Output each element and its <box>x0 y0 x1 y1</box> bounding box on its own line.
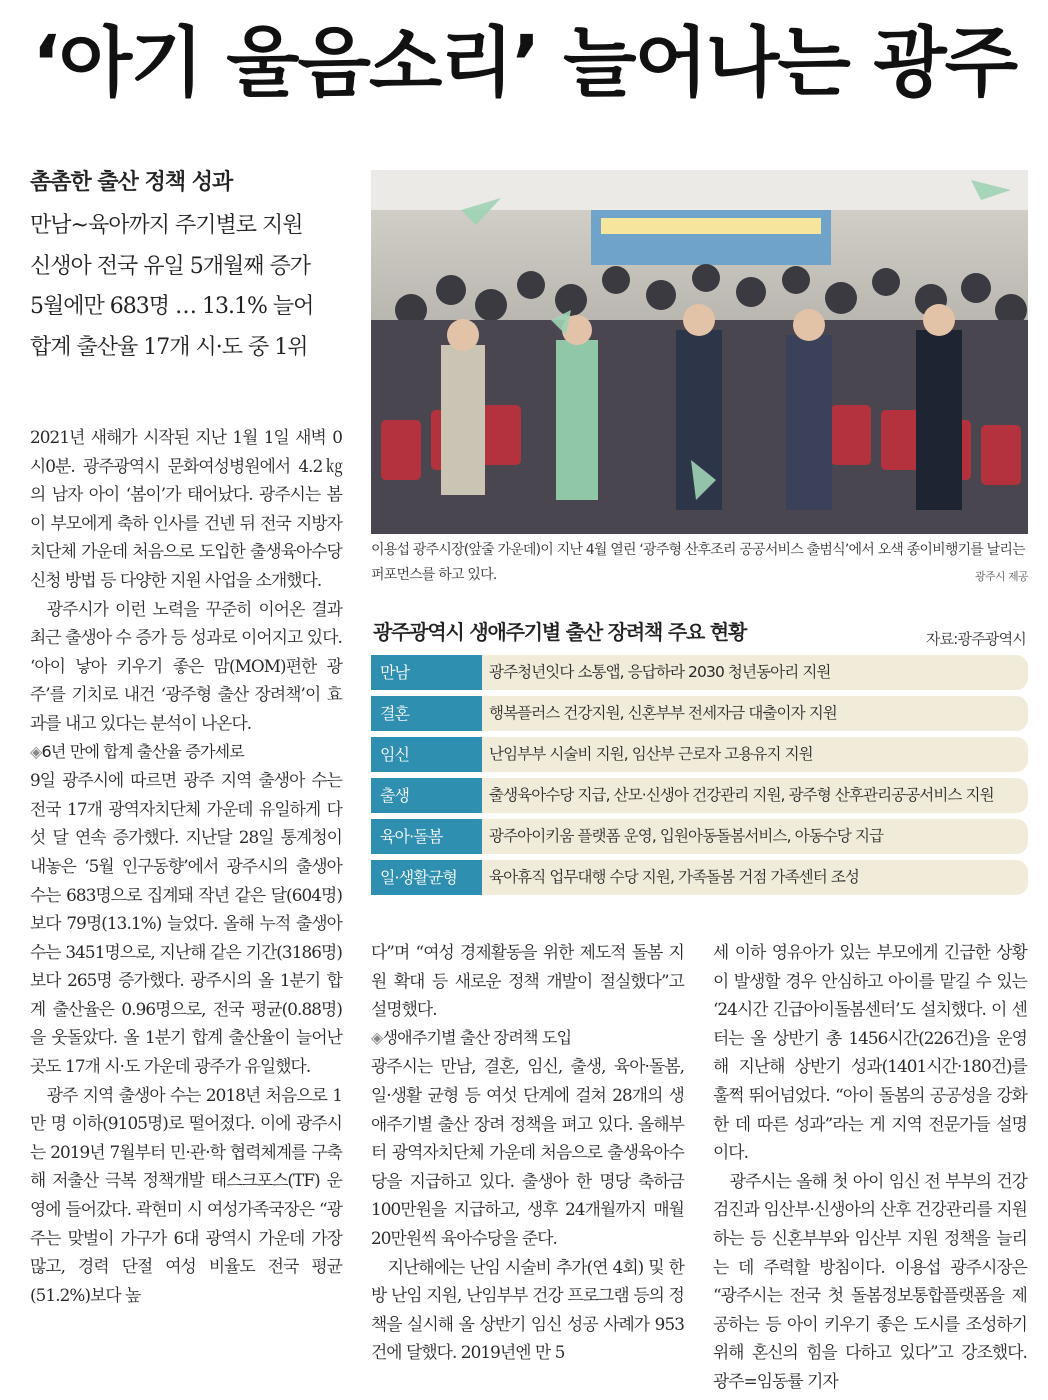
section-heading: ◈6년 만에 합계 출산율 증가세로 <box>30 741 244 761</box>
section-heading: ◈생애주기별 출산 장려책 도입 <box>371 1027 572 1047</box>
row-label: 임신 <box>371 737 482 772</box>
table-source: 자료:광주광역시 <box>925 630 1026 648</box>
deck-headlines <box>30 206 350 368</box>
table-row <box>371 860 1028 895</box>
paragraph: 광주시가 이런 노력을 꾸준히 이어온 결과 최근 출생아 수 증가 등 성과로 이어지고 있다. ‘아이 낳아 키우기 좋은 맘(MOM)편한 광주’를 기치로 내건 ‘광주형 출산 장려책’이 효과를 내고 있다는 분석이 나온다. <box>30 598 342 733</box>
photo-caption: 이용섭 광주시장(앞줄 가운데)이 지난 4월 열린 ‘광주형 산후조리 공공서비스 출범식’에서 오색 종이비행기를 날리는 퍼포먼스를 하고 있다. <box>371 542 1025 583</box>
row-value: 육아휴직 업무대행 수당 지원, 가족돌봄 거점 가족센터 조성 <box>482 860 1028 895</box>
paragraph: 지난해에는 난임 시술비 추가(연 4회) 및 한방 난임 지원, 난임부부 건강 프로그램 등의 정책을 실시해 올 상반기 임신 성공 사례가 953건에 달했다. 2019년엔 만 5 <box>371 1256 684 1363</box>
event-photo <box>371 170 1028 534</box>
paragraph: 다”며 “여성 경제활동을 위한 제도적 돌봄 지원 확대 등 새로운 정책 개발이 절실했다”고 설명했다. <box>371 942 684 1020</box>
row-value: 광주청년잇다 소통앱, 응답하라 2030 청년동아리 지원 <box>482 655 1028 690</box>
row-label: 출생 <box>371 778 482 813</box>
table-title: 광주광역시 생애주기별 출산 장려책 주요 현황 <box>373 620 747 644</box>
deck-line: 5월에만 683명 … 13.1% 늘어 <box>30 294 314 319</box>
deck-line: 만남~육아까지 주기별로 지원 <box>30 213 303 238</box>
row-value: 행복플러스 건강지원, 신혼부부 전세자금 대출이자 지원 <box>482 696 1028 731</box>
row-value: 난임부부 시술비 지원, 임산부 근로자 고용유지 지원 <box>482 737 1028 772</box>
byline: 광주=임동률 기자 <box>713 1370 838 1391</box>
article-column-2 <box>371 938 684 1367</box>
article-column-1 <box>30 423 342 1309</box>
row-label: 일·생활균형 <box>371 860 482 895</box>
subhead: 촘촘한 출산 정책 성과 <box>30 170 233 195</box>
headline: ‘아기 울음소리’ 늘어나는 광주 <box>31 18 1017 107</box>
row-label: 결혼 <box>371 696 482 731</box>
paragraph: 세 이하 영유아가 있는 부모에게 긴급한 상황이 발생할 경우 안심하고 아이를 맡길 수 있는 ‘24시간 긴급아이돌봄센터’도 설치했다. 이 센터는 올 상반기 총 1456시간(226건)을 운영해 지난해 상반기 성과(1401시간·180건)를 훌쩍 뛰어넘었다. “아이 돌봄의 공공성을 강화한 데 따른 성과”라는 게 지역 전문가들 설명이다. <box>713 942 1027 1163</box>
row-value: 출생육아수당 지급, 산모·신생아 건강관리 지원, 광주형 산후관리공공서비스 지원 <box>482 778 1028 813</box>
diamond-bullet-icon: ◈ <box>30 741 42 761</box>
photo-illustration <box>371 170 1028 534</box>
table-row <box>371 819 1028 854</box>
paragraph: 9일 광주시에 따르면 광주 지역 출생아 수는 전국 17개 광역자치단체 가운데 유일하게 다섯 달 연속 증가했다. 지난달 28일 통계청이 내놓은 ‘5월 인구동향’에서 광주시의 출생아 수는 683명으로 집계돼 작년 같은 달(604명)보다 79명(13.1%) 늘었다. 올해 누적 출생아 수는 3451명으로, 지난해 같은 기간(3186명)보다 265명 증가했다. 광주시의 올 1분기 합계 출산율은 0.96명으로, 전국 평균(0.88명)을 웃돌았다. 올 1분기 합계 출산율이 늘어난 곳도 17개 시·도 가운데 광주가 유일했다. <box>30 770 342 1077</box>
diamond-bullet-icon: ◈ <box>371 1027 383 1047</box>
table-row <box>371 737 1028 772</box>
deck-line: 신생아 전국 유일 5개월째 증가 <box>30 253 310 279</box>
table-row <box>371 778 1028 813</box>
photo-credit: 광주시 제공 <box>974 570 1028 583</box>
row-label: 육아·돌봄 <box>371 819 482 854</box>
deck-line: 합계 출산율 17개 시·도 중 1위 <box>30 334 308 360</box>
paragraph: 광주시는 만남, 결혼, 임신, 출생, 육아·돌봄, 일·생활 균형 등 여섯 단계에 걸쳐 28개의 생애주기별 출산 장려 정책을 펴고 있다. 올해부터 광역자치단체 가운데 처음으로 출생육아수당을 지급하고 있다. 출생아 한 명당 축하금 100만원을 지급하고, 생후 24개월까지 매월 20만원씩 육아수당을 준다. <box>371 1056 684 1248</box>
article-column-3 <box>713 938 1027 1396</box>
table-row <box>371 655 1028 690</box>
paragraph: 광주시는 올해 첫 아이 임신 전 부부의 건강검진과 임산부·신생아의 산후 건강관리를 지원하는 등 신혼부부와 임산부 지원 정책을 늘리는 데 주력할 방침이다. 이용섭 광주시장은 “광주시는 전국 첫 돌봄정보통합플랫폼을 제공하는 등 아이 키우기 좋은 도시를 조성하기 위해 혼신의 힘을 다하고 있다”고 강조했다. 광주=임동률 기자 <box>713 1170 1027 1391</box>
row-label: 만남 <box>371 655 482 690</box>
table-row <box>371 696 1028 731</box>
paragraph: 2021년 새해가 시작된 지난 1월 1일 새벽 0시0분. 광주광역시 문화여성병원에서 4.2㎏의 남자 아이 ‘봄이’가 태어났다. 광주시는 봄이 부모에게 축하 인사를 건넨 뒤 전국 지방자치단체 가운데 처음으로 도입한 출생육아수당 신청 방법 등 다양한 지원 사업을 소개했다. <box>30 427 342 590</box>
row-value: 광주아이키움 플랫폼 운영, 입원아동돌봄서비스, 아동수당 지급 <box>482 819 1028 854</box>
paragraph: 광주 지역 출생아 수는 2018년 처음으로 1만 명 이하(9105명)로 떨어졌다. 이에 광주시는 2019년 7월부터 민·관·학 협력체계를 구축해 저출산 극복 정책개발 태스크포스(TF) 운영에 들어갔다. 곽현미 시 여성가족국장은 “광주는 맞벌이 가구가 6대 광역시 가운데 가장 많고, 경력 단절 여성 비율도 전국 평균(51.2%)보다 높 <box>30 1084 342 1305</box>
